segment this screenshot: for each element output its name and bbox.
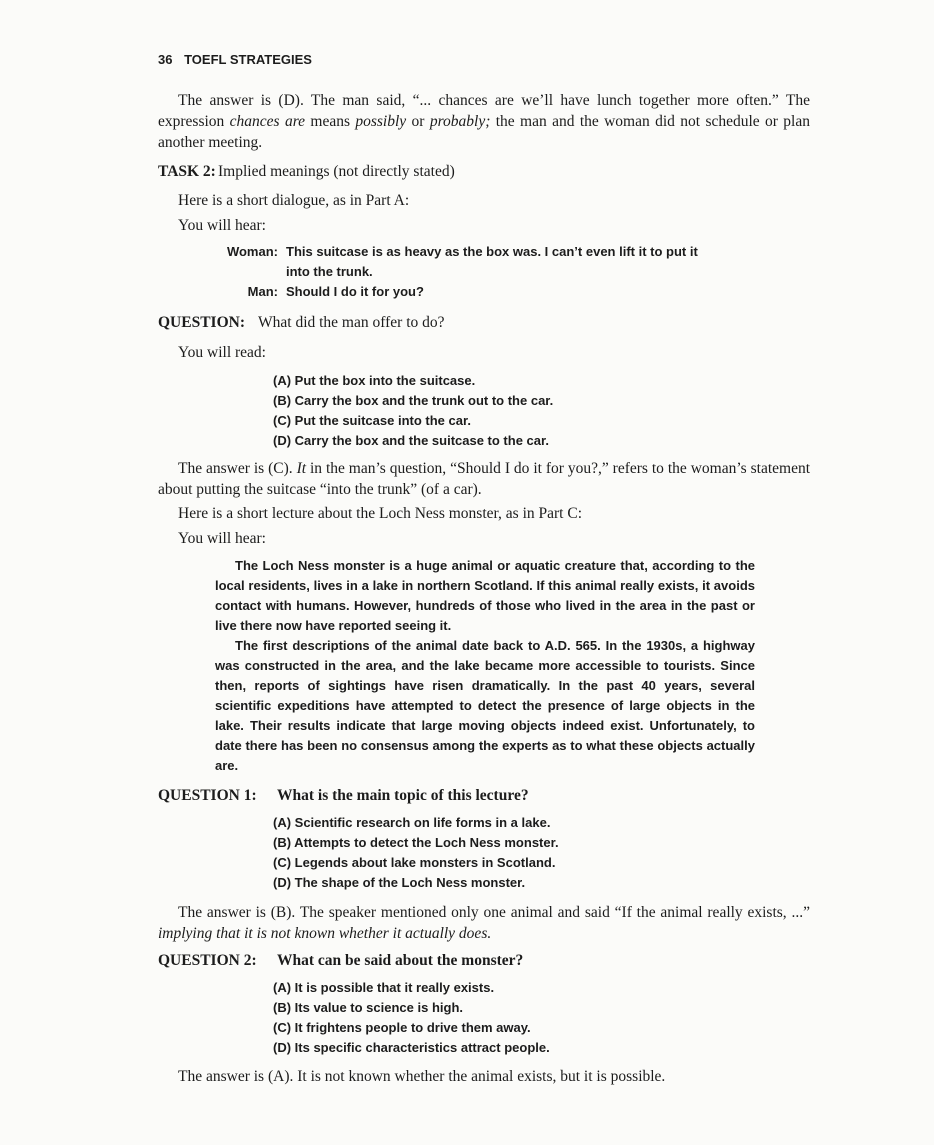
dialogue-woman-line-cont: into the trunk. <box>286 264 373 279</box>
task-label: TASK 2: <box>158 163 216 180</box>
page-number: 36 <box>158 52 173 67</box>
question-heading <box>158 314 445 332</box>
question-text: What is the main topic of this lecture? <box>277 787 529 804</box>
lecture-intro: Here is a short lecture about the Loch Ness monster, as in Part C: <box>178 505 582 522</box>
answer-choice: (A) Scientific research on life forms in a lake. <box>273 815 551 830</box>
task-title: Implied meanings (not directly stated) <box>218 163 455 180</box>
answer-choice: (D) Carry the box and the suitcase to the car. <box>273 433 549 448</box>
question-label: QUESTION: <box>158 314 245 331</box>
answer-choice: (C) Put the suitcase into the car. <box>273 413 471 428</box>
page-header <box>158 52 312 67</box>
question-text: What can be said about the monster? <box>277 952 524 969</box>
intro-paragraph: The answer is (D). The man said, “... chances are we’ll have lunch together more often.” The expression chances are means possibly or probably; the man and the woman did not schedule or plan another meeting. <box>158 92 810 151</box>
answer-choice: (C) Legends about lake monsters in Scotland. <box>273 855 556 870</box>
answer-choice: (C) It frightens people to drive them away. <box>273 1020 531 1035</box>
running-title: TOEFL STRATEGIES <box>184 52 312 67</box>
answer-choice: (A) It is possible that it really exists. <box>273 980 495 995</box>
answer-explanation: The answer is (C). It in the man’s question, “Should I do it for you?,” refers to the woman’s statement about putting the suitcase “into the trunk” (of a car). <box>158 460 810 498</box>
dialogue-man-line: Man: Should I do it for you? <box>216 284 424 299</box>
speaker-man: Man: <box>247 284 278 299</box>
answer-choice: (D) The shape of the Loch Ness monster. <box>273 875 526 890</box>
you-will-read-label: You will read: <box>178 344 266 361</box>
question-label: QUESTION 1: <box>158 787 257 804</box>
lecture-paragraph: The first descriptions of the animal date back to A.D. 565. In the 1930s, a highway was constructed in the area, and the lake became more accessible to tourists. Since then, reports of sightings have risen dramatically. In the past 40 years, several scientific expeditions have attempted to detect the presence of large objects in the lake. Their results indicate that large moving objects indeed exist. Unfortunately, to date there has been no consensus among the experts as to what these objects actually are. <box>215 638 755 773</box>
you-will-hear-label: You will hear: <box>178 217 266 234</box>
speaker-woman: Woman: <box>226 244 278 259</box>
dialogue-woman-line: Woman: This suitcase is as heavy as the box was. I can’t even lift it to put it <box>216 244 698 259</box>
lecture-paragraph: The Loch Ness monster is a huge animal or aquatic creature that, according to the local residents, lives in a lake in northern Scotland. If this animal really exists, it avoids contact with humans. However, hundreds of those who lived in the area in the past or live there now have reported seeing it. <box>215 558 755 633</box>
answer-explanation: The answer is (B). The speaker mentioned only one animal and said “If the animal really exists, ...” implying that it is not known whether it actually does. <box>158 904 810 942</box>
question-heading <box>158 952 523 970</box>
answer-choice: (B) Its value to science is high. <box>273 1000 463 1015</box>
question-text: What did the man offer to do? <box>258 314 445 331</box>
answer-choice: (D) Its specific characteristics attract people. <box>273 1040 550 1055</box>
lecture-transcript <box>215 556 755 776</box>
answer-choice: (B) Carry the box and the trunk out to the car. <box>273 393 554 408</box>
answer-choice: (B) Attempts to detect the Loch Ness monster. <box>273 835 559 850</box>
dialogue-intro: Here is a short dialogue, as in Part A: <box>178 192 410 209</box>
answer-choice: (A) Put the box into the suitcase. <box>273 373 476 388</box>
you-will-hear-label: You will hear: <box>178 530 266 547</box>
answer-explanation: The answer is (A). It is not known whether the animal exists, but it is possible. <box>178 1068 666 1085</box>
task-heading <box>158 163 455 181</box>
question-label: QUESTION 2: <box>158 952 257 969</box>
question-heading <box>158 787 529 805</box>
